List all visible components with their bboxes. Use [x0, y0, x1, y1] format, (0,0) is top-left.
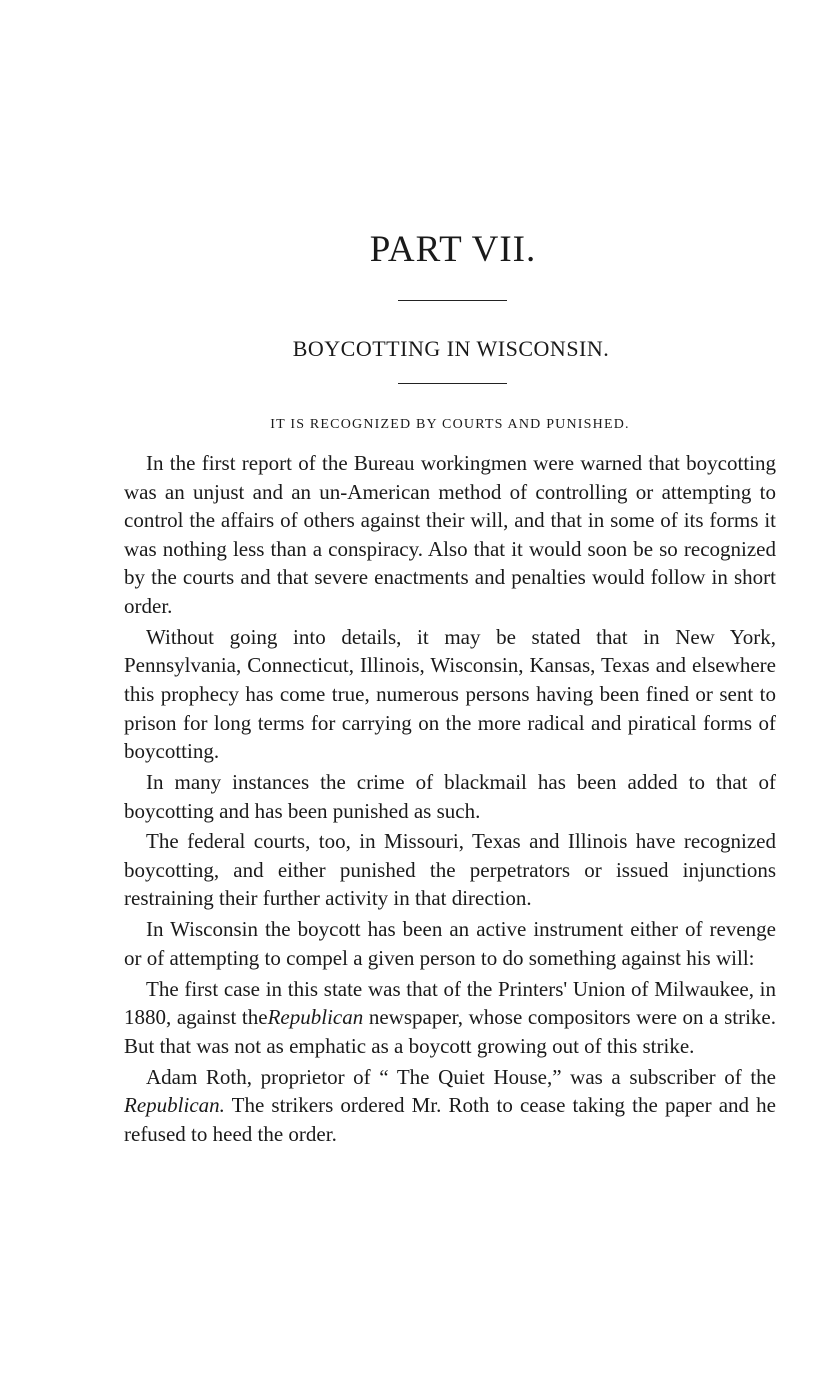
paragraph: Without going into details, it may be stated that in New York, Pennsylvania, Connecticut, Illinois, Wisconsin, Kansas, Texas and elsewhere this prophecy has come true, numerous persons having been fined or sent to prison for long terms for carrying on the more radical and piratical forms of boycotting.	[124, 624, 776, 764]
paragraph-text: Adam Roth, proprietor of “ The Quiet House,” was a subscriber of the	[146, 1064, 776, 1089]
divider-rule-top	[398, 300, 507, 301]
paragraph	[124, 1063, 776, 1149]
paragraph-text: newspaper, whose compositors were on a strike. But that was not as emphatic as a boycott growing out of this strike.	[124, 1005, 776, 1058]
paragraph: In the first report of the Bureau workingmen were warned that boycotting was an unjust and an un-American method of controlling or attempting to control the affairs of others against their will, and that in some of its forms it was nothing less than a conspiracy. Also that it would soon be so recognized by the courts and that severe enactments and penalties would follow in short order.	[124, 451, 776, 618]
paragraph: The federal courts, too, in Missouri, Texas and Illinois have recognized boycotting, and either punished the perpetrators or issued injunctions restraining their further activity in that direction.	[124, 829, 776, 911]
paragraph: In many instances the crime of blackmail has been added to that of boycotting and has been punished as such.	[124, 769, 776, 823]
paragraph: In Wisconsin the boycott has been an active instrument either of revenge or of attempting to compel a given person to do something against his will:	[124, 917, 776, 970]
paragraph-text: The strikers ordered Mr. Roth to cease taking the paper and he refused to heed the order.	[124, 1093, 776, 1146]
paragraph-text: The first case in this state was that of the Printers' Union of Milwaukee, in 1880, against the	[124, 976, 776, 1030]
part-title: PART VII.	[369, 229, 537, 270]
body-text	[124, 449, 776, 1151]
paragraph	[124, 975, 776, 1061]
newspaper-name-italic: Republican	[267, 1005, 364, 1030]
newspaper-name-italic: Republican.	[124, 1093, 225, 1118]
section-title: BOYCOTTING IN WISCONSIN.	[292, 336, 610, 361]
divider-rule-bottom	[398, 383, 507, 384]
section-subheading: IT IS RECOGNIZED BY COURTS AND PUNISHED.	[270, 417, 630, 432]
